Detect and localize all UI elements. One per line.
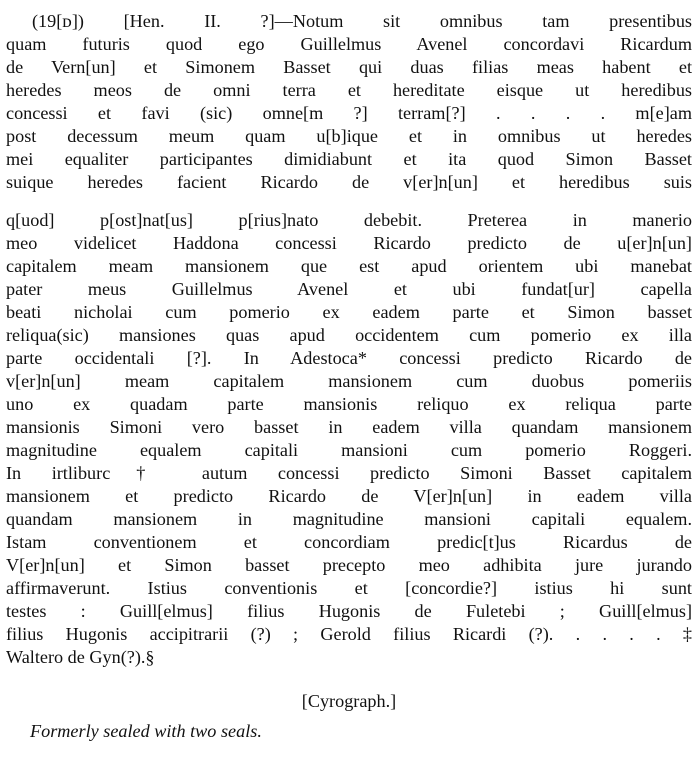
charter-line: Istam conventionem et concordiam predic[t]us Ricardus de [6,532,692,552]
cyrograph-label: [Cyrograph.] [301,691,397,711]
charter-line: (19[ᴅ]) [Hen. II. ?]—Notum sit omnibus tam presentibus [32,11,692,31]
charter-line: v[er]n[un] meam capitalem mansionem cum duobus pomeriis [6,371,692,391]
charter-line: post decessum meum quam u[b]ique et in omnibus ut heredes [6,126,692,146]
charter-line: quam futuris quod ego Guillelmus Avenel concordavi Ricardum [6,34,692,54]
charter-line: mansionis Simoni vero basset in eadem villa quandam mansionem [6,417,692,437]
charter-line: heredes meos de omni terra et hereditate eisque ut heredibus [6,80,692,100]
charter-line: testes : Guill[elmus] filius Hugonis de Fuletebi ; Guill[elmus] [6,601,692,621]
charter-line: filius Hugonis accipitrarii (?) ; Gerold filius Ricardi (?). . . . . ‡ [6,624,692,644]
charter-line: uno ex quadam parte mansionis reliquo ex reliqua parte [6,394,692,414]
charter-line: pater meus Guillelmus Avenel et ubi fundat[ur] capella [6,279,692,299]
charter-line: Waltero de Gyn(?).§ [6,647,155,667]
charter-line: de Vern[un] et Simonem Basset qui duas filias meas habent et [6,57,692,77]
charter-line: concessi et favi (sic) omne[m ?] terram[?] . . . . m[e]am [6,103,692,123]
charter-line: beati nicholai cum pomerio ex eadem parte et Simon basset [6,302,692,322]
charter-line: affirmaverunt. Istius conventionis et [concordie?] istius hi sunt [6,578,692,598]
charter-line: q[uod] p[ost]nat[us] p[rius]nato debebit. Preterea in manerio [6,210,692,230]
charter-line: quandam mansionem in magnitudine mansioni capitali equalem. [6,509,692,529]
charter-line: V[er]n[un] et Simon basset precepto meo adhibita jure jurando [6,555,692,575]
charter-line: mei equaliter participantes dimidiabunt et ita quod Simon Basset [6,149,692,169]
charter-line: meo videlicet Haddona concessi Ricardo predicto de u[er]n[un] [6,233,692,253]
charter-line: magnitudine equalem capitali mansioni cum pomerio Roggeri. [6,440,692,460]
charter-line: reliqua(sic) mansiones quas apud occidentem cum pomerio ex illa [6,325,692,345]
charter-line: mansionem et predicto Ricardo de V[er]n[un] in eadem villa [6,486,692,506]
charter-line: In irtliburc† autum concessi predicto Simoni Basset capitalem [6,463,692,483]
charter-line: suique heredes facient Ricardo de v[er]n[un] et heredibus suis [6,172,692,192]
charter-line: parte occidentali [?]. In Adestoca* concessi predicto Ricardo de [6,348,692,368]
seal-note: Formerly sealed with two seals. [30,721,262,741]
charter-line: capitalem meam mansionem que est apud orientem ubi manebat [6,256,692,276]
